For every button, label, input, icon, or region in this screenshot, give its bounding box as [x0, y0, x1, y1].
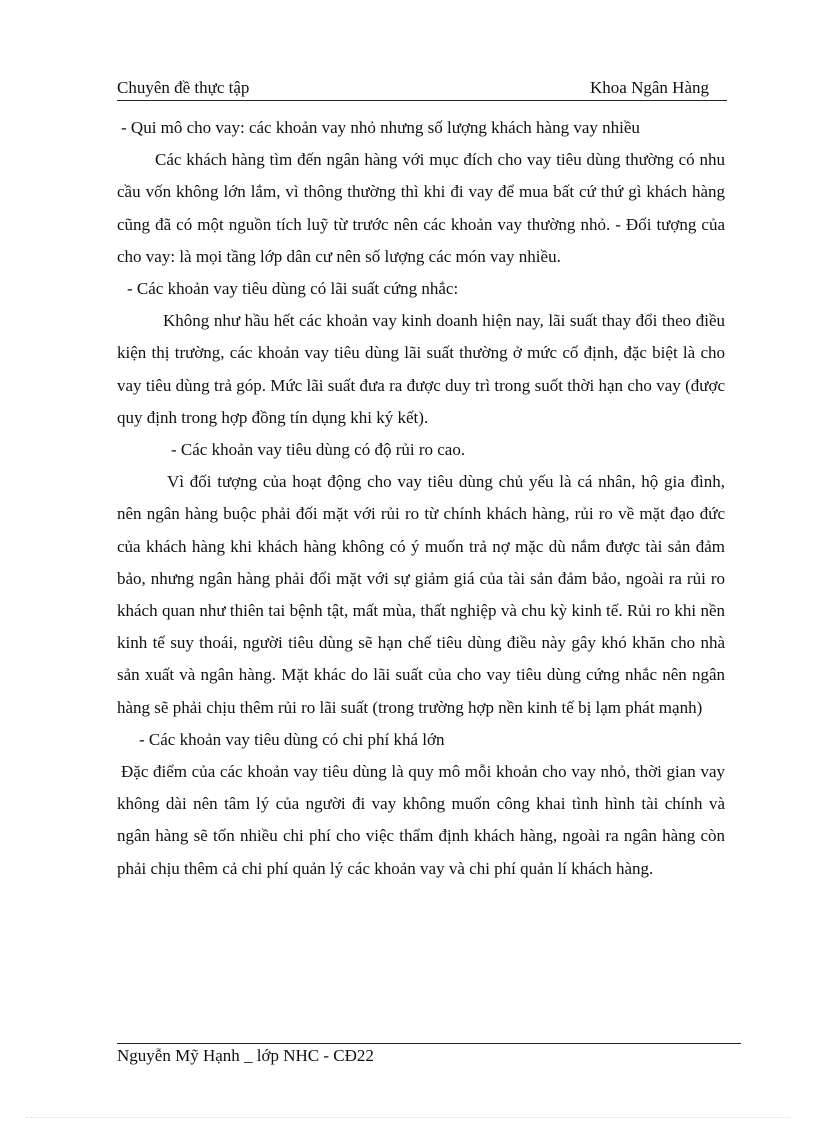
paragraph: Vì đối tượng của hoạt động cho vay tiêu dùng chủ yếu là cá nhân, hộ gia đình, nên ngân hàng buộc phải đối mặt với rủi ro từ chính khách hàng, rủi ro về mặt đạo đức của khách hàng khi khách hàng không có ý muốn trả nợ mặc dù nắm được tài sản đảm bảo, nhưng ngân hàng phải đối mặt với sự giảm giá của tài sản đảm bảo, ngoài ra rủi ro khách quan như thiên tai bệnh tật, mất mùa, thất nghiệp và chu kỳ kinh tế. Rủi ro khi nền kinh tế suy thoái, người tiêu dùng sẽ hạn chế tiêu dùng điều này gây khó khăn cho nhà sản xuất và ngân hàng. Mặt khác do lãi suất của cho vay tiêu dùng cứng nhắc nên ngân hàng sẽ phải chịu thêm rủi ro lãi suất (trong trường hợp nền kinh tế bị lạm phát mạnh) [117, 472, 725, 717]
paragraph: - Các khoản vay tiêu dùng có chi phí khá lớn [139, 729, 445, 749]
paragraph: - Các khoản vay tiêu dùng có lãi suất cứng nhắc: [127, 279, 459, 299]
paragraph: Các khách hàng tìm đến ngân hàng với mục đích cho vay tiêu dùng thường có nhu cầu vốn không lớn lắm, vì thông thường thì khi đi vay để mua bất cứ thứ gì khách hàng cũng đã có một nguồn tích luỹ từ trước nên các khoản vay thường nhỏ. - Đối tượng của cho vay: là mọi tầng lớp dân cư nên số lượng các món vay nhiều. [117, 150, 725, 266]
header-title: Chuyên đề thực tập [117, 78, 250, 97]
paragraph: Không như hầu hết các khoản vay kinh doanh hiện nay, lãi suất thay đổi theo điều kiện thị trường, các khoản vay tiêu dùng lãi suất thường ở mức cố định, đặc biệt là cho vay tiêu dùng trả góp. Mức lãi suất đưa ra được duy trì trong suốt thời hạn cho vay (được quy định trong hợp đồng tín dụng khi ký kết). [117, 311, 725, 427]
paragraph: - Qui mô cho vay: các khoản vay nhỏ nhưng số lượng khách hàng vay nhiều [121, 118, 640, 137]
footer-divider [117, 1043, 741, 1044]
paragraph: Đặc điểm của các khoản vay tiêu dùng là quy mô mỗi khoản cho vay nhỏ, thời gian vay không dài nên tâm lý của người đi vay không muốn công khai tình hình tài chính và ngân hàng sẽ tốn nhiều chi phí cho việc thẩm định khách hàng, ngoài ra ngân hàng còn phải chịu thêm cả chi phí quản lý các khoản vay và chi phí quản lí khách hàng. [117, 762, 725, 878]
document-body [117, 112, 725, 885]
header-department: Khoa Ngân Hàng [590, 78, 709, 97]
page-bottom-border [26, 1117, 790, 1118]
page-header [117, 76, 727, 101]
paragraph: - Các khoản vay tiêu dùng có độ rủi ro cao. [171, 440, 466, 460]
page-footer: Nguyễn Mỹ Hạnh _ lớp NHC - CĐ22 [117, 1046, 374, 1065]
